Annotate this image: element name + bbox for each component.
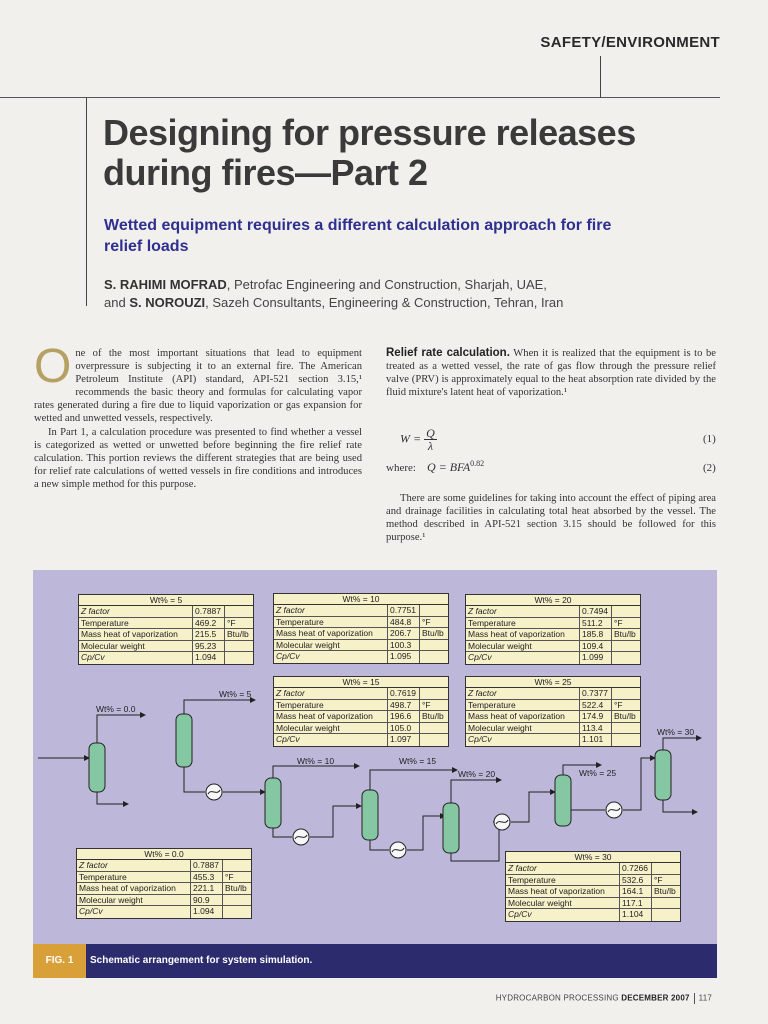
property-table bbox=[465, 594, 641, 665]
property-unit bbox=[225, 652, 253, 664]
section-tag: SAFETY/ENVIRONMENT bbox=[540, 34, 720, 51]
paragraph-3: There are some guidelines for taking into account the effect of piping area and drainage facilities in calculating total heat absorbed by the vessel. The method described in API-521 section 3.15 should be followed for this purpose.¹ bbox=[386, 493, 716, 544]
property-value: 95.23 bbox=[193, 641, 225, 652]
author1-affiliation: , Petrofac Engineering and Construction, Sharjah, UAE, bbox=[226, 277, 547, 292]
table-row bbox=[79, 618, 253, 630]
table-row bbox=[77, 895, 251, 907]
property-value: 1.094 bbox=[191, 906, 223, 918]
table-row bbox=[274, 734, 448, 746]
property-unit: °F bbox=[614, 617, 623, 628]
property-label: Molecular weight bbox=[506, 898, 620, 909]
property-label: Cp/Cv bbox=[466, 734, 580, 746]
table-row bbox=[274, 617, 448, 629]
table-row bbox=[274, 688, 448, 700]
table-title: Wt% = 15 bbox=[274, 677, 448, 688]
table-row bbox=[274, 651, 448, 663]
property-value: 164.1 bbox=[620, 886, 652, 897]
vessel-7 bbox=[655, 750, 671, 800]
property-label: Z factor bbox=[506, 863, 620, 874]
figure-label: FIG. 1 bbox=[33, 944, 86, 978]
property-label: Z factor bbox=[77, 860, 191, 871]
figure-caption: Schematic arrangement for system simulation. bbox=[90, 955, 313, 966]
table-title: Wt% = 20 bbox=[466, 595, 640, 606]
equation-1-denominator: λ bbox=[427, 439, 434, 453]
table-row bbox=[79, 606, 253, 618]
property-table bbox=[505, 851, 681, 922]
property-label: Temperature bbox=[466, 700, 580, 711]
equation-2 bbox=[386, 459, 484, 475]
property-value: 196.6 bbox=[388, 711, 420, 722]
property-unit bbox=[420, 651, 448, 663]
table-row bbox=[506, 909, 680, 921]
article-title: Designing for pressure releases during fires—Part 2 bbox=[103, 112, 636, 193]
v2-liquid-line bbox=[184, 767, 205, 792]
property-unit: °F bbox=[422, 699, 431, 710]
property-table bbox=[465, 676, 641, 747]
property-label: Cp/Cv bbox=[506, 909, 620, 921]
exch2-out bbox=[310, 806, 361, 837]
property-unit bbox=[612, 606, 640, 617]
title-rule bbox=[86, 98, 87, 306]
exch5-out bbox=[623, 758, 655, 810]
property-table bbox=[76, 848, 252, 919]
property-value: 469.2 bbox=[193, 618, 225, 629]
property-label: Temperature bbox=[274, 700, 388, 711]
property-unit bbox=[225, 641, 253, 652]
property-value: 522.4 bbox=[580, 700, 612, 711]
property-table bbox=[78, 594, 254, 665]
exch4-out bbox=[511, 792, 555, 822]
property-unit bbox=[612, 723, 640, 734]
property-unit: °F bbox=[422, 616, 431, 627]
property-value: 1.097 bbox=[388, 734, 420, 746]
table-title: Wt% = 0.0 bbox=[77, 849, 251, 860]
page-footer bbox=[496, 993, 712, 1004]
property-label: Mass heat of vaporization bbox=[274, 711, 388, 722]
property-unit: Btu/lb bbox=[614, 629, 636, 640]
table-title: Wt% = 30 bbox=[506, 852, 680, 863]
property-label: Molecular weight bbox=[79, 641, 193, 652]
v7-liquid-line bbox=[663, 800, 697, 812]
relief-rate-paragraph bbox=[386, 347, 716, 399]
table-row bbox=[506, 875, 680, 887]
exch3-out bbox=[407, 816, 445, 850]
table-row bbox=[77, 906, 251, 918]
author2-name: S. NOROUZI bbox=[129, 295, 206, 310]
authors bbox=[104, 276, 684, 312]
property-value: 185.8 bbox=[580, 629, 612, 640]
property-label: Molecular weight bbox=[274, 640, 388, 651]
property-label: Cp/Cv bbox=[274, 734, 388, 746]
table-row bbox=[506, 886, 680, 898]
property-unit: °F bbox=[614, 699, 623, 710]
property-value: 455.3 bbox=[191, 872, 223, 883]
property-unit bbox=[652, 898, 680, 909]
property-label: Mass heat of vaporization bbox=[466, 711, 580, 722]
equation-2-number: (2) bbox=[703, 462, 716, 474]
property-value: 0.7751 bbox=[388, 605, 420, 616]
vessel-5 bbox=[443, 803, 459, 853]
property-unit: °F bbox=[654, 874, 663, 885]
article-subtitle: Wetted equipment requires a different calculation approach for fire relief loads bbox=[104, 217, 612, 255]
property-value: 174.9 bbox=[580, 711, 612, 722]
property-label: Molecular weight bbox=[466, 723, 580, 734]
property-value: 1.101 bbox=[580, 734, 612, 746]
property-value: 109.4 bbox=[580, 641, 612, 652]
equation-1-numerator: Q bbox=[426, 426, 435, 440]
v3-vapor-line bbox=[273, 766, 359, 778]
property-unit bbox=[420, 723, 448, 734]
property-label: Mass heat of vaporization bbox=[506, 886, 620, 897]
table-row bbox=[466, 618, 640, 630]
table-row bbox=[77, 860, 251, 872]
property-label: Mass heat of vaporization bbox=[274, 628, 388, 639]
right-column bbox=[386, 347, 716, 399]
property-label: Cp/Cv bbox=[466, 652, 580, 664]
property-unit bbox=[223, 906, 251, 918]
property-unit bbox=[612, 734, 640, 746]
property-unit: °F bbox=[225, 871, 234, 882]
property-unit: Btu/lb bbox=[422, 628, 444, 639]
table-row bbox=[466, 734, 640, 746]
property-unit: Btu/lb bbox=[422, 711, 444, 722]
property-unit bbox=[612, 652, 640, 664]
journal-name: HYDROCARBON PROCESSING bbox=[495, 993, 619, 1003]
property-value: 0.7266 bbox=[620, 863, 652, 874]
intro-paragraph bbox=[34, 340, 362, 426]
property-unit bbox=[420, 734, 448, 746]
left-column bbox=[34, 340, 362, 491]
property-label: Temperature bbox=[466, 618, 580, 629]
property-label: Mass heat of vaporization bbox=[466, 629, 580, 640]
table-row bbox=[466, 652, 640, 664]
property-value: 1.104 bbox=[620, 909, 652, 921]
table-row bbox=[274, 723, 448, 735]
table-row bbox=[466, 629, 640, 641]
stream-label-wt5: Wt% = 5 bbox=[219, 689, 252, 699]
equation-2-exponent: 0.82 bbox=[470, 459, 485, 468]
property-unit bbox=[420, 640, 448, 651]
property-unit bbox=[652, 909, 680, 921]
table-row bbox=[466, 641, 640, 653]
property-label: Molecular weight bbox=[466, 641, 580, 652]
author2-affiliation: , Sazeh Consultants, Engineering & Construction, Tehran, Iran bbox=[205, 295, 564, 310]
property-value: 1.095 bbox=[388, 651, 420, 663]
v1-vapor-line bbox=[97, 715, 145, 743]
property-unit: Btu/lb bbox=[614, 711, 636, 722]
table-row bbox=[77, 883, 251, 895]
property-value: 0.7887 bbox=[191, 860, 223, 871]
header-rule bbox=[0, 97, 720, 98]
v4-liquid-line bbox=[370, 840, 389, 850]
property-label: Temperature bbox=[274, 617, 388, 628]
table-row bbox=[274, 605, 448, 617]
property-unit bbox=[223, 860, 251, 871]
property-value: 511.2 bbox=[580, 618, 612, 629]
property-value: 117.1 bbox=[620, 898, 652, 909]
property-label: Molecular weight bbox=[77, 895, 191, 906]
table-row bbox=[79, 641, 253, 653]
property-unit bbox=[420, 688, 448, 699]
v3-liquid-line bbox=[273, 828, 292, 837]
paragraph-2: In Part 1, a calculation procedure was presented to find whether a vessel is categorized as wetted or unwetted before beginning the fire relief rate calculation. This portion reviews the different strategies that are being used for relief rate calculations of wetted vessels in fire conditions and introduces a new simple method for this purpose. bbox=[34, 426, 362, 490]
table-row bbox=[466, 711, 640, 723]
property-value: 0.7887 bbox=[193, 606, 225, 617]
vessel-6 bbox=[555, 775, 571, 826]
stream-label-wt10: Wt% = 10 bbox=[297, 756, 335, 766]
v7-vapor-line bbox=[663, 738, 701, 750]
property-value: 215.5 bbox=[193, 629, 225, 640]
property-value: 1.094 bbox=[193, 652, 225, 664]
footer-separator bbox=[694, 993, 695, 1004]
property-table bbox=[273, 593, 449, 664]
v5-vapor-line bbox=[451, 780, 501, 803]
section-tag-rule bbox=[600, 56, 601, 98]
table-row bbox=[466, 700, 640, 712]
table-row bbox=[274, 700, 448, 712]
vessel-1 bbox=[89, 743, 105, 792]
property-value: 206.7 bbox=[388, 628, 420, 639]
equation-1 bbox=[400, 427, 437, 452]
table-row bbox=[466, 688, 640, 700]
property-value: 0.7494 bbox=[580, 606, 612, 617]
property-value: 105.0 bbox=[388, 723, 420, 734]
property-label: Z factor bbox=[466, 606, 580, 617]
stream-label-wt0: Wt% = 0.0 bbox=[96, 704, 136, 714]
v4-vapor-line bbox=[370, 770, 457, 790]
property-unit bbox=[420, 605, 448, 616]
property-label: Z factor bbox=[79, 606, 193, 617]
equation-1-fraction bbox=[424, 427, 437, 452]
property-label: Molecular weight bbox=[274, 723, 388, 734]
issue-date: DECEMBER 2007 bbox=[621, 993, 690, 1003]
property-value: 0.7377 bbox=[580, 688, 612, 699]
stream-label-wt20: Wt% = 20 bbox=[458, 769, 496, 779]
table-row bbox=[466, 606, 640, 618]
property-unit: Btu/lb bbox=[225, 883, 247, 894]
property-label: Z factor bbox=[466, 688, 580, 699]
table-title: Wt% = 10 bbox=[274, 594, 448, 605]
property-unit bbox=[223, 895, 251, 906]
v1-liquid-line bbox=[97, 792, 128, 804]
vessel-4 bbox=[362, 790, 378, 840]
v2-vapor-line bbox=[184, 700, 255, 714]
drop-cap: O bbox=[34, 340, 72, 393]
property-unit bbox=[225, 606, 253, 617]
authors-and: and bbox=[104, 295, 130, 310]
table-row bbox=[79, 629, 253, 641]
property-table bbox=[273, 676, 449, 747]
property-label: Z factor bbox=[274, 605, 388, 616]
property-label: Temperature bbox=[506, 875, 620, 886]
property-value: 113.4 bbox=[580, 723, 612, 734]
property-value: 1.099 bbox=[580, 652, 612, 664]
table-title: Wt% = 25 bbox=[466, 677, 640, 688]
property-value: 90.9 bbox=[191, 895, 223, 906]
table-row bbox=[274, 628, 448, 640]
property-value: 532.6 bbox=[620, 875, 652, 886]
property-label: Mass heat of vaporization bbox=[77, 883, 191, 894]
equation-1-lhs: W = bbox=[400, 431, 422, 446]
property-value: 100.3 bbox=[388, 640, 420, 651]
relief-rate-heading: Relief rate calculation. bbox=[386, 347, 510, 359]
table-row bbox=[466, 723, 640, 735]
property-value: 484.8 bbox=[388, 617, 420, 628]
property-unit bbox=[652, 863, 680, 874]
table-row bbox=[79, 652, 253, 664]
property-unit bbox=[612, 641, 640, 652]
property-unit: °F bbox=[227, 617, 236, 628]
paragraph-3-wrap bbox=[386, 492, 716, 544]
figure-1 bbox=[33, 570, 717, 978]
property-unit bbox=[612, 688, 640, 699]
property-unit: Btu/lb bbox=[227, 629, 249, 640]
property-value: 221.1 bbox=[191, 883, 223, 894]
property-label: Cp/Cv bbox=[274, 651, 388, 663]
intro-text: ne of the most important situations that lead to equipment overpressure is subjecting it to an external fire. The American Petroleum Institute (API) standard, API-521 section 3.15,¹ recommends the basic theory and formulas for calculating vapor rates generated during a fire due to liquid vaporization or gas expansion for wetted and unwetted vessels, respectively. bbox=[34, 348, 362, 425]
property-value: 498.7 bbox=[388, 700, 420, 711]
equation-1-number: (1) bbox=[703, 433, 716, 445]
property-label: Cp/Cv bbox=[77, 906, 191, 918]
property-unit: Btu/lb bbox=[654, 886, 676, 897]
table-row bbox=[506, 898, 680, 910]
equation-2-where: where: bbox=[386, 462, 416, 474]
table-row bbox=[506, 863, 680, 875]
table-row bbox=[77, 872, 251, 884]
equation-2-body: Q = BFA bbox=[426, 460, 471, 474]
stream-label-wt15: Wt% = 15 bbox=[399, 756, 437, 766]
stream-label-wt25: Wt% = 25 bbox=[579, 768, 617, 778]
vessel-3 bbox=[265, 778, 281, 828]
relief-rate-text: When it is realized that the equipment is to be treated as a wetted vessel, the rate of gas flow through the pressure relief valve (PRV) is approximately equal to the heat absorption rate divided by the fluid mixture's latent heat of vaporization.¹ bbox=[386, 348, 716, 399]
property-label: Temperature bbox=[79, 618, 193, 629]
property-label: Temperature bbox=[77, 872, 191, 883]
stream-label-wt30: Wt% = 30 bbox=[657, 727, 695, 737]
property-label: Cp/Cv bbox=[79, 652, 193, 664]
property-value: 0.7619 bbox=[388, 688, 420, 699]
vessel-2 bbox=[176, 714, 192, 767]
table-row bbox=[274, 640, 448, 652]
page-number: 117 bbox=[698, 993, 712, 1003]
property-label: Z factor bbox=[274, 688, 388, 699]
property-label: Mass heat of vaporization bbox=[79, 629, 193, 640]
table-row bbox=[274, 711, 448, 723]
table-title: Wt% = 5 bbox=[79, 595, 253, 606]
author1-name: S. RAHIMI MOFRAD bbox=[104, 277, 227, 292]
